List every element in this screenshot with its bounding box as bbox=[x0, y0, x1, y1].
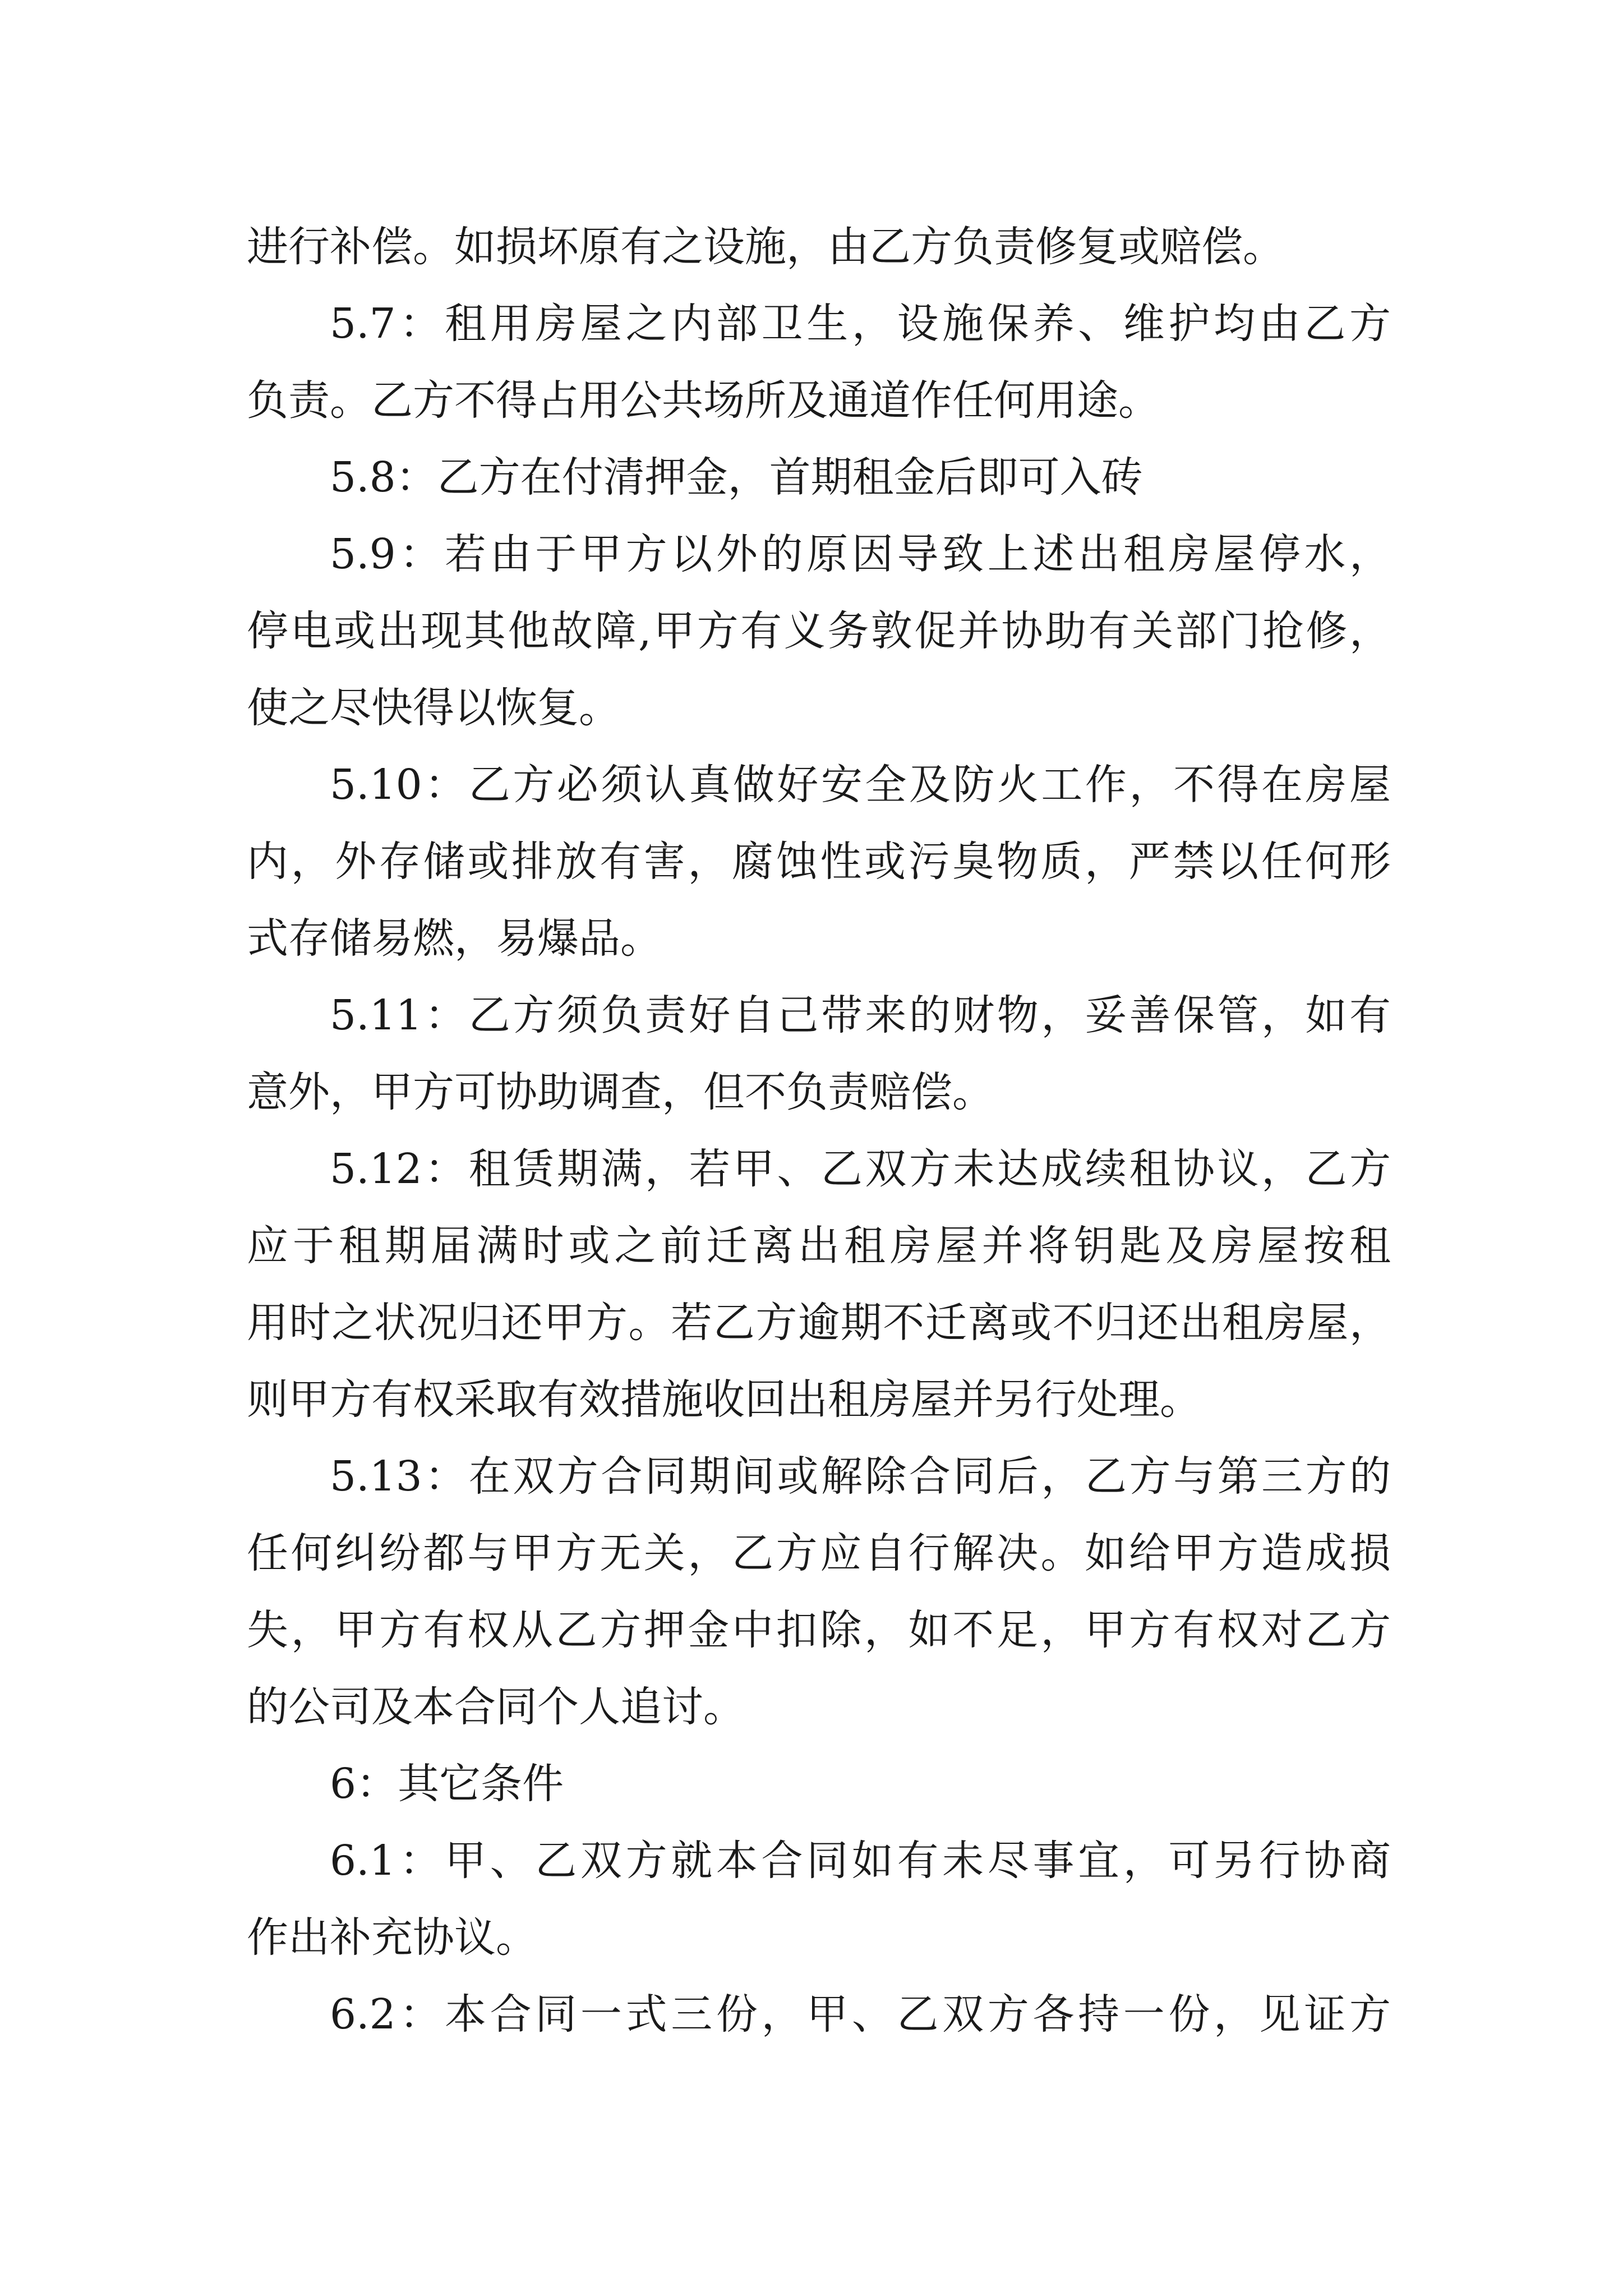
text-line: 5.8：乙方在付清押金，首期租金后即可入砖 bbox=[330, 453, 1143, 501]
text-line: 5.10：乙方必须认真做好安全及防火工作，不得在房屋 bbox=[330, 761, 1391, 809]
text-line: 5.12：租赁期满，若甲、乙双方未达成续租协议，乙方 bbox=[330, 1145, 1391, 1193]
text-line: 使之尽快得以恢复。 bbox=[247, 684, 620, 732]
text-line: 6.1：甲、乙双方就本合同如有未尽事宜，可另行协商 bbox=[330, 1837, 1391, 1885]
text-line: 任何纠纷都与甲方无关，乙方应自行解决。如给甲方造成损 bbox=[247, 1529, 1391, 1577]
text-line: 5.13：在双方合同期间或解除合同后，乙方与第三方的 bbox=[330, 1452, 1391, 1501]
text-line: 5.9：若由于甲方以外的原因导致上述出租房屋停水， bbox=[330, 530, 1391, 578]
text-line: 失，甲方有权从乙方押金中扣除，如不足，甲方有权对乙方 bbox=[247, 1606, 1391, 1654]
text-line: 6：其它条件 bbox=[330, 1760, 564, 1808]
text-line: 进行补偿。如损坏原有之设施，由乙方负责修复或赔偿。 bbox=[247, 223, 1284, 271]
text-line: 意外，甲方可协助调查，但不负责赔偿。 bbox=[247, 1068, 994, 1116]
text-line: 6.2：本合同一式三份，甲、乙双方各持一份，见证方 bbox=[330, 1990, 1391, 2039]
text-line: 内，外存储或排放有害，腐蚀性或污臭物质，严禁以任何形 bbox=[247, 838, 1391, 886]
text-line: 5.7：租用房屋之内部卫生，设施保养、维护均由乙方 bbox=[330, 300, 1391, 348]
text-line: 的公司及本合同个人追讨。 bbox=[247, 1683, 745, 1731]
text-line: 应于租期届满时或之前迁离出租房屋并将钥匙及房屋按租 bbox=[247, 1222, 1391, 1270]
text-line: 则甲方有权采取有效措施收回出租房屋并另行处理。 bbox=[247, 1375, 1201, 1424]
text-line: 式存储易燃，易爆品。 bbox=[247, 914, 662, 963]
text-line: 用时之状况归还甲方。若乙方逾期不迁离或不归还出租房屋， bbox=[247, 1299, 1391, 1347]
contract-text-body bbox=[247, 209, 1391, 2053]
text-line: 停电或出现其他故障,甲方有义务敦促并协助有关部门抢修， bbox=[247, 607, 1391, 655]
text-line: 5.11：乙方须负责好自己带来的财物，妥善保管，如有 bbox=[330, 991, 1391, 1039]
text-line: 负责。乙方不得占用公共场所及通道作任何用途。 bbox=[247, 376, 1160, 425]
text-line: 作出补充协议。 bbox=[247, 1913, 537, 1962]
